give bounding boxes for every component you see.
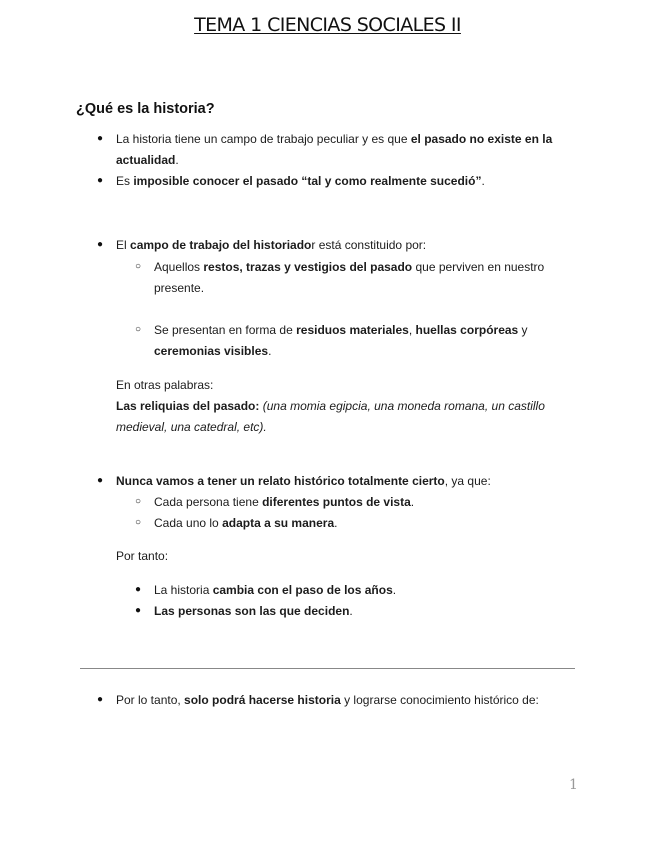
bullet-1-line-2: actualidad.: [116, 153, 179, 167]
sub-bullet-marker: ○: [135, 324, 142, 335]
bullet-1-line-1: La historia tiene un campo de trabajo peculiar y es que el pasado no existe en la: [116, 132, 553, 146]
bullet-marker: ●: [135, 584, 142, 595]
section-heading: ¿Qué es la historia?: [76, 101, 215, 117]
bullet-marker: ●: [97, 175, 104, 186]
bullet-marker: ●: [97, 133, 104, 144]
page-title: TEMA 1 CIENCIAS SOCIALES II: [194, 14, 461, 36]
bullet-3-line: El campo de trabajo del historiador está constituido por:: [116, 238, 427, 252]
bullet-2-line: Es imposible conocer el pasado “tal y como realmente sucedió”.: [116, 174, 485, 188]
relics-line-1: Las reliquias del pasado: (una momia egipcia, una moneda romana, un castillo: [116, 399, 545, 413]
sub-bullet-marker: ○: [135, 496, 142, 507]
bullet-4-sub-1: Cada persona tiene diferentes puntos de vista.: [154, 495, 415, 509]
bullet-marker: ●: [97, 475, 104, 486]
therefore-item-1: La historia cambia con el paso de los años.: [154, 583, 397, 597]
bullet-4-sub-2: Cada uno lo adapta a su manera.: [154, 516, 338, 530]
bullet-3-sub-2-line-2: ceremonias visibles.: [154, 344, 272, 358]
bullet-marker: ●: [135, 605, 142, 616]
sub-bullet-marker: ○: [135, 517, 142, 528]
bullet-5-line: Por lo tanto, solo podrá hacerse historia y lograrse conocimiento histórico de:: [116, 693, 539, 707]
sub-bullet-marker: ○: [135, 261, 142, 272]
other-words-label: En otras palabras:: [116, 378, 214, 392]
bullet-3-sub-1-line-1: Aquellos restos, trazas y vestigios del pasado que perviven en nuestro: [154, 260, 545, 274]
bullet-marker: ●: [97, 694, 104, 705]
relics-line-2: medieval, una catedral, etc).: [116, 420, 267, 434]
bullet-4-line: Nunca vamos a tener un relato histórico totalmente cierto, ya que:: [116, 474, 491, 488]
bullet-3-sub-1-line-2: presente.: [154, 281, 205, 295]
horizontal-divider: [80, 668, 575, 669]
page-number: 1: [569, 777, 578, 793]
bullet-marker: ●: [97, 239, 104, 250]
therefore-label: Por tanto:: [116, 549, 169, 563]
therefore-item-2: Las personas son las que deciden.: [154, 604, 353, 618]
bullet-3-sub-2-line-1: Se presentan en forma de residuos materiales, huellas corpóreas y: [154, 323, 528, 337]
